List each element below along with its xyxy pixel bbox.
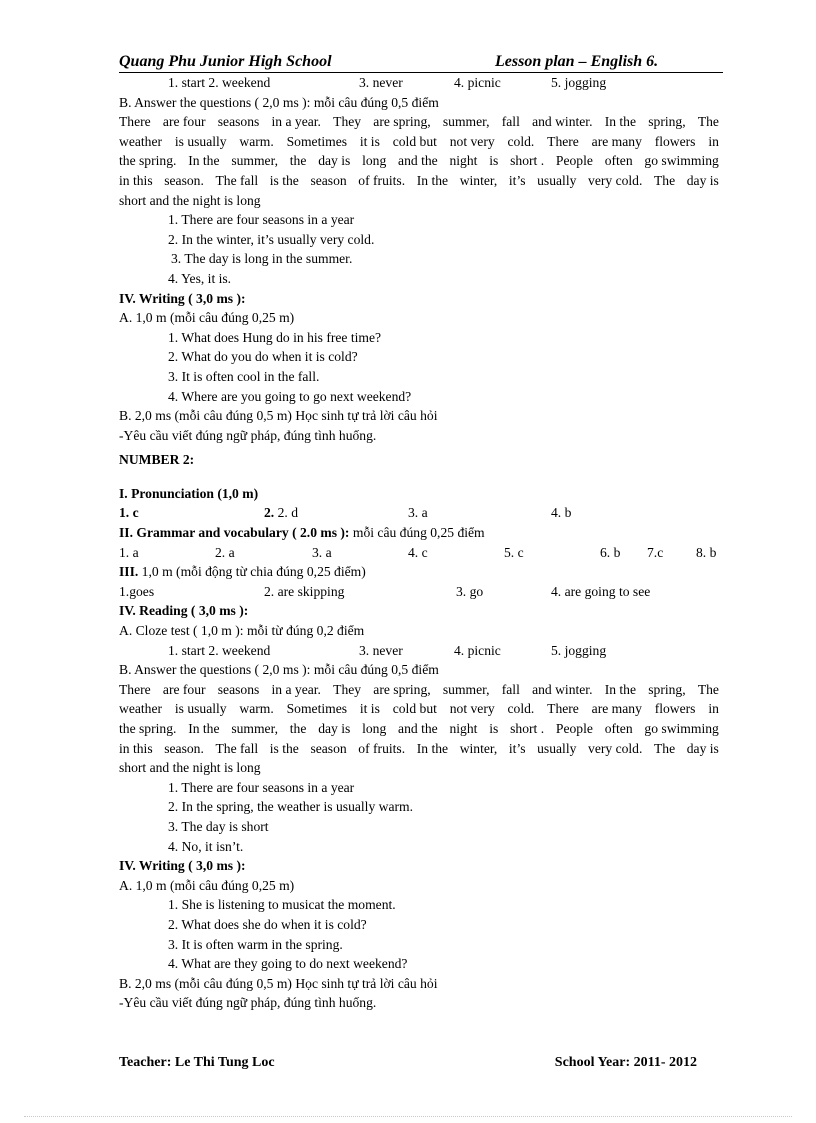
passage-word: There <box>547 701 579 717</box>
writing-answer: 1. She is listening to musicat the moment. <box>168 897 396 913</box>
passage-word: it is <box>359 701 380 717</box>
passage-word: winter, <box>459 172 498 188</box>
lesson-plan-title: Lesson plan – English 6. <box>495 53 659 70</box>
answer-item: 3. The day is long in the summer. <box>171 251 353 267</box>
writing-a-1: A. 1,0 m (mỗi câu đúng 0,25 m) <box>119 310 295 326</box>
passage-word: The <box>697 681 719 697</box>
passage-word: cold but <box>392 701 437 717</box>
writing-requirement-1: -Yêu cầu viết đúng ngữ pháp, đúng tình huống. <box>119 427 377 443</box>
cloze-answers-1 <box>119 73 719 93</box>
passage-word: The <box>653 740 676 756</box>
grammar-answer: 3. a <box>312 544 332 560</box>
passage-word: short . <box>510 153 545 169</box>
verb-heading <box>119 562 719 582</box>
passage-word: day is <box>318 153 351 169</box>
passage-word: usually <box>537 172 577 188</box>
answer-item: 1. There are four seasons in a year <box>168 779 355 795</box>
passage-word: the <box>289 153 307 169</box>
passage-word: is the <box>269 172 299 188</box>
teacher-name: Teacher: Le Thi Tung Loc <box>119 1055 275 1070</box>
passage-word: summer, <box>231 153 278 169</box>
grammar-answer: 7.c <box>647 544 664 560</box>
answer-item: 4. Yes, it is. <box>168 270 232 286</box>
passage-line <box>119 758 719 778</box>
passage-word: day is <box>686 172 719 188</box>
writing-a-2: A. 1,0 m (mỗi câu đúng 0,25 m) <box>119 877 295 893</box>
grammar-note: mỗi câu đúng 0,25 điểm <box>349 525 485 541</box>
passage-word: night <box>449 721 478 736</box>
answer-heading-2: B. Answer the questions ( 2,0 ms ): mỗi câu đúng 0,5 điểm <box>119 662 439 678</box>
passage-word: of fruits. <box>358 172 406 188</box>
passage-word: The <box>697 114 719 130</box>
passage-word: Sometimes <box>286 701 348 717</box>
pron-answer: 4. b <box>551 505 572 521</box>
writing-heading-2: IV. Writing ( 3,0 ms ): <box>119 858 246 874</box>
pron-answer: 1. c <box>119 505 139 521</box>
grammar-heading <box>119 523 719 543</box>
page-border-dots <box>24 1116 792 1117</box>
grammar-answer: 1. a <box>119 544 139 560</box>
passage-word: summer, <box>442 114 490 130</box>
cloze-heading: A. Cloze test ( 1,0 m ): mỗi từ đúng 0,2 điểm <box>119 623 365 639</box>
passage-word: in a year. <box>271 114 321 130</box>
passage-line <box>119 699 719 719</box>
writing-answer: 1. What does Hung do in his free time? <box>168 329 382 345</box>
passage-word: often <box>604 721 633 736</box>
passage-word: People <box>555 153 593 169</box>
cloze-answer: 5. jogging <box>551 642 607 658</box>
passage-line <box>119 191 719 211</box>
passage-word: In the <box>416 740 449 756</box>
passage-word: The fall <box>215 740 259 756</box>
school-year: School Year: 2011- 2012 <box>554 1055 697 1070</box>
answer-heading-1: B. Answer the questions ( 2,0 ms ): mỗi câu đúng 0,5 điểm <box>119 94 439 110</box>
cloze-answer: 4. picnic <box>454 75 501 90</box>
passage-line <box>119 112 719 132</box>
passage-word: often <box>604 153 633 169</box>
passage-word: cold. <box>507 701 535 717</box>
answer-item: 2. In the spring, the weather is usually warm. <box>168 799 414 815</box>
answer-item: 1. There are four seasons in a year <box>168 212 355 228</box>
passage-word: are many <box>591 133 642 149</box>
passage-word: and winter. <box>532 681 593 697</box>
passage-word: summer, <box>442 681 490 697</box>
passage-word: in this <box>119 740 153 756</box>
passage-word: is <box>489 153 499 169</box>
passage-word: In the <box>188 153 220 169</box>
passage-word: In the <box>604 114 637 130</box>
page-header <box>119 52 723 73</box>
passage-word: warm. <box>239 133 274 149</box>
pronunciation-heading: I. Pronunciation (1,0 m) <box>119 485 259 501</box>
passage-word: fall <box>501 114 520 130</box>
passage-word: it is <box>359 133 380 149</box>
passage-word: People <box>555 721 593 736</box>
cloze-answer: 1. start 2. weekend <box>168 642 271 658</box>
passage-word: very cold. <box>588 172 643 188</box>
passage-word: is usually <box>174 701 227 717</box>
passage-word: season <box>310 740 347 756</box>
passage-word: short and the night is long <box>119 192 261 208</box>
passage-word: very cold. <box>588 740 643 756</box>
passage-word: season. <box>164 740 204 756</box>
grammar-answer: 8. b <box>696 544 717 560</box>
passage-line <box>119 739 719 759</box>
passage-word: In the <box>604 681 637 697</box>
passage-line <box>119 132 719 152</box>
passage-line <box>119 680 719 700</box>
passage-word: go swimming <box>644 721 719 736</box>
passage-word: The <box>653 172 676 188</box>
verb-heading-num: III. <box>119 564 139 580</box>
passage-word: are four <box>162 681 206 697</box>
passage-word: in <box>708 133 719 149</box>
passage-word: They <box>333 681 362 697</box>
passage-word: in a year. <box>271 681 321 697</box>
cloze-answer: 3. never <box>359 642 403 658</box>
verb-answer: 2. are skipping <box>264 583 345 599</box>
passage-word: of fruits. <box>358 740 406 756</box>
passage-word: season <box>310 172 347 188</box>
passage-word: winter, <box>459 740 498 756</box>
answer-item: 2. In the winter, it’s usually very cold. <box>168 231 375 247</box>
cloze-answer: 3. never <box>359 75 403 90</box>
passage-word: spring, <box>648 114 686 130</box>
writing-answer: 2. What do you do when it is cold? <box>168 349 358 365</box>
passage-word: are four <box>162 114 206 130</box>
passage-word: is usually <box>174 133 227 149</box>
passage-word: go swimming <box>644 153 719 169</box>
writing-b-1: B. 2,0 ms (mỗi câu đúng 0,5 m) Học sinh tự trả lời câu hỏi <box>119 408 438 424</box>
passage-word: are spring, <box>373 681 431 697</box>
document-body <box>119 73 719 1013</box>
writing-b-2: B. 2,0 ms (mỗi câu đúng 0,5 m) Học sinh tự trả lời câu hỏi <box>119 975 438 991</box>
passage-word: day is <box>686 740 719 756</box>
passage-word: are spring, <box>373 114 431 130</box>
grammar-answers <box>119 543 719 563</box>
verb-heading-text: 1,0 m (mỗi động từ chia đúng 0,25 điểm) <box>138 564 366 580</box>
grammar-heading-text: II. Grammar and vocabulary ( 2.0 ms ): <box>119 525 350 541</box>
passage-word: There <box>119 114 151 130</box>
passage-word: in this <box>119 172 153 188</box>
passage-line <box>119 719 719 739</box>
passage-word: day is <box>318 721 351 736</box>
passage-word: and the <box>398 721 438 736</box>
passage-word: it’s <box>508 172 526 188</box>
verb-answer: 1.goes <box>119 583 155 599</box>
passage-word: spring, <box>648 681 686 697</box>
passage-line <box>119 151 719 171</box>
verb-answer: 3. go <box>456 583 484 599</box>
passage-word: season. <box>164 172 204 188</box>
passage-word: not very <box>449 701 495 717</box>
passage-word: There <box>547 133 579 149</box>
passage-word: seasons <box>217 681 260 697</box>
writing-answer: 4. What are they going to do next weekend? <box>168 956 408 972</box>
verb-answers <box>119 582 719 602</box>
reading-heading: IV. Reading ( 3,0 ms ): <box>119 603 249 619</box>
passage-word: and the <box>398 153 438 169</box>
passage-word: cold but <box>392 133 437 149</box>
writing-answer: 4. Where are you going to go next weekend? <box>168 388 412 404</box>
passage-line <box>119 171 719 191</box>
passage-word: weather <box>119 701 163 717</box>
writing-answer: 3. It is often cool in the fall. <box>168 368 320 384</box>
passage-word: usually <box>537 740 577 756</box>
passage-word: In the <box>416 172 449 188</box>
cloze-answer: 1. start 2. weekend <box>168 75 271 90</box>
writing-answer: 3. It is often warm in the spring. <box>168 936 343 952</box>
passage-word: it’s <box>508 740 526 756</box>
passage-word: in <box>708 701 719 717</box>
passage-word: short . <box>510 721 545 736</box>
reading-passage-1 <box>119 112 719 210</box>
passage-word: flowers <box>654 701 696 717</box>
passage-word: They <box>333 114 362 130</box>
page-footer <box>119 1055 697 1075</box>
passage-word: and winter. <box>532 114 593 130</box>
passage-word: seasons <box>217 114 260 130</box>
grammar-answer: 5. c <box>504 544 524 560</box>
number-2-title: NUMBER 2: <box>119 452 195 468</box>
answer-item: 3. The day is short <box>168 818 269 834</box>
passage-word: flowers <box>654 133 696 149</box>
grammar-answer: 4. c <box>408 544 428 560</box>
passage-word: There <box>119 681 151 697</box>
passage-word: weather <box>119 133 163 149</box>
passage-word: In the <box>188 721 220 736</box>
writing-heading-1: IV. Writing ( 3,0 ms ): <box>119 290 246 306</box>
pron-answer: 2. d <box>277 505 298 521</box>
passage-word: summer, <box>231 721 278 736</box>
grammar-answer: 2. a <box>215 544 235 560</box>
cloze-answers-2 <box>119 641 719 661</box>
school-name: Quang Phu Junior High School <box>119 53 332 70</box>
reading-passage-2 <box>119 680 719 778</box>
passage-word: cold. <box>507 133 535 149</box>
grammar-answer: 6. b <box>600 544 621 560</box>
passage-word: The fall <box>215 172 259 188</box>
passage-word: not very <box>449 133 495 149</box>
passage-word: short and the night is long <box>119 760 261 776</box>
passage-word: Sometimes <box>286 133 348 149</box>
pronunciation-answers: 1. c 2. 2. d 3. a 4. b <box>119 503 719 523</box>
passage-word: warm. <box>239 701 274 717</box>
writing-answer: 2. What does she do when it is cold? <box>168 916 367 932</box>
passage-word: the spring. <box>119 721 177 736</box>
writing-requirement-2: -Yêu cầu viết đúng ngữ pháp, đúng tình huống. <box>119 995 377 1011</box>
cloze-answer: 4. picnic <box>454 642 501 658</box>
passage-word: the <box>289 721 307 736</box>
verb-answer: 4. are going to see <box>551 583 651 599</box>
passage-word: is the <box>269 740 299 756</box>
answer-item: 4. No, it isn’t. <box>168 838 244 854</box>
passage-word: is <box>489 721 499 736</box>
passage-word: long <box>362 153 387 169</box>
passage-word: fall <box>501 681 520 697</box>
passage-word: are many <box>591 701 642 717</box>
passage-word: long <box>362 721 387 736</box>
passage-word: the spring. <box>119 153 177 169</box>
pron-answer: 3. a <box>408 505 428 521</box>
cloze-answer: 5. jogging <box>551 75 607 90</box>
passage-word: night <box>449 153 478 169</box>
